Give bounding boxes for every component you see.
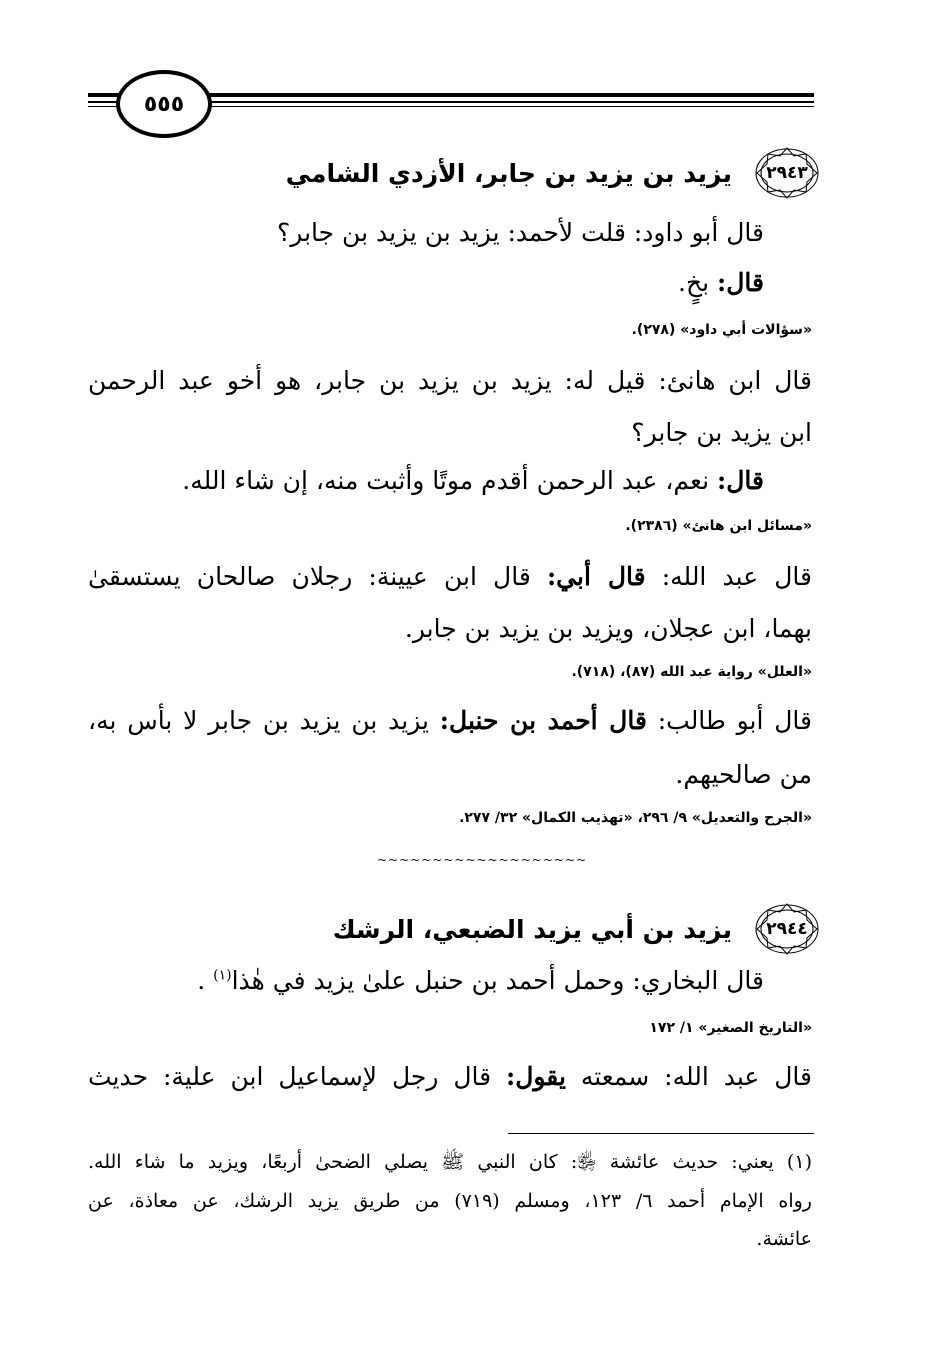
- entry-number: ٢٩٤٤: [766, 919, 808, 939]
- footnote-line: (١) يعني: حديث عائشة ﵂: كان النبي ﷺ يصلي الضحىٰ أربعًا، ويزيد ما شاء الله.: [88, 1151, 812, 1173]
- text-line: من صالحيهم.: [675, 760, 812, 789]
- section-divider-ornament: ~~~~~~~~~~~~~~~~~~~: [377, 853, 588, 867]
- text-span: قال عبد الله: سمعته: [565, 1062, 812, 1091]
- source-reference: «سؤالات أبي داود» (٢٧٨).: [631, 322, 812, 338]
- entry-title: يزيد بن أبي يزيد الضبعي، الرشك: [332, 914, 732, 944]
- text-line: [197, 966, 764, 995]
- text-line: [88, 562, 812, 591]
- text-line: [678, 268, 764, 297]
- text-span: نعم، عبد الرحمن أقدم موتًا وأثبت منه، إن شاء الله.: [182, 466, 718, 495]
- text-span: قال ابن عيينة: رجلان صالحان يستسقىٰ: [88, 562, 547, 591]
- footnote-line: عائشة.: [756, 1228, 812, 1250]
- text-line: [182, 466, 764, 495]
- text-line: ابن يزيد بن جابر؟: [631, 418, 812, 447]
- entry-number-badge: [754, 146, 820, 200]
- entry-number-badge: [754, 902, 820, 956]
- text-span: قال البخاري: وحمل أحمد بن حنبل علىٰ يزيد في هٰذا: [231, 966, 764, 995]
- footnote-line: رواه الإمام أحمد ٦/ ١٢٣، ومسلم (٧١٩) من طريق يزيد الرشك، عن معاذة، عن: [88, 1190, 812, 1212]
- entry-number: ٢٩٤٣: [766, 163, 808, 183]
- footnote-marker: (١): [213, 967, 232, 984]
- text-span: قال رجل لإسماعيل ابن علية: حديث: [88, 1062, 506, 1091]
- text-span: قال عبد الله:: [645, 562, 813, 591]
- text-line: [88, 1062, 812, 1091]
- speaker-label: قال:: [717, 268, 764, 297]
- source-reference: «العلل» رواية عبد الله (٨٧)، (٧١٨).: [571, 664, 812, 680]
- speaker-label: يقول:: [505, 1062, 566, 1091]
- text-span: قال أبو طالب:: [646, 706, 813, 735]
- source-reference: «مسائل ابن هانئ» (٢٣٨٦).: [625, 518, 812, 534]
- source-reference: «التاريخ الصغير» ١/ ١٧٢: [649, 1020, 812, 1036]
- text-line: [88, 706, 812, 735]
- entry-heading: [333, 902, 820, 956]
- page-number: ٥٥٥: [116, 70, 212, 138]
- speaker-label: قال:: [717, 466, 764, 495]
- footnote-rule: [508, 1133, 814, 1134]
- text-line: قال ابن هانئ: قيل له: يزيد بن يزيد بن جابر، هو أخو عبد الرحمن: [88, 366, 812, 395]
- source-reference: «الجرح والتعديل» ٩/ ٢٩٦، «تهذيب الكمال» ٣٢/ ٢٧٧.: [459, 810, 812, 826]
- text-span: .: [197, 966, 214, 995]
- speaker-label: قال أحمد بن حنبل:: [439, 706, 647, 735]
- text-span: بخٍ.: [678, 268, 718, 297]
- entry-heading: [286, 146, 820, 200]
- text-span: يزيد بن يزيد بن جابر لا بأس به،: [88, 706, 440, 735]
- text-line: قال أبو داود: قلت لأحمد: يزيد بن يزيد بن جابر؟: [277, 218, 764, 247]
- speaker-label: قال أبي:: [546, 562, 646, 591]
- text-line: بهما، ابن عجلان، ويزيد بن يزيد بن جابر.: [404, 614, 812, 643]
- entry-title: يزيد بن يزيد بن جابر، الأزدي الشامي: [285, 158, 732, 188]
